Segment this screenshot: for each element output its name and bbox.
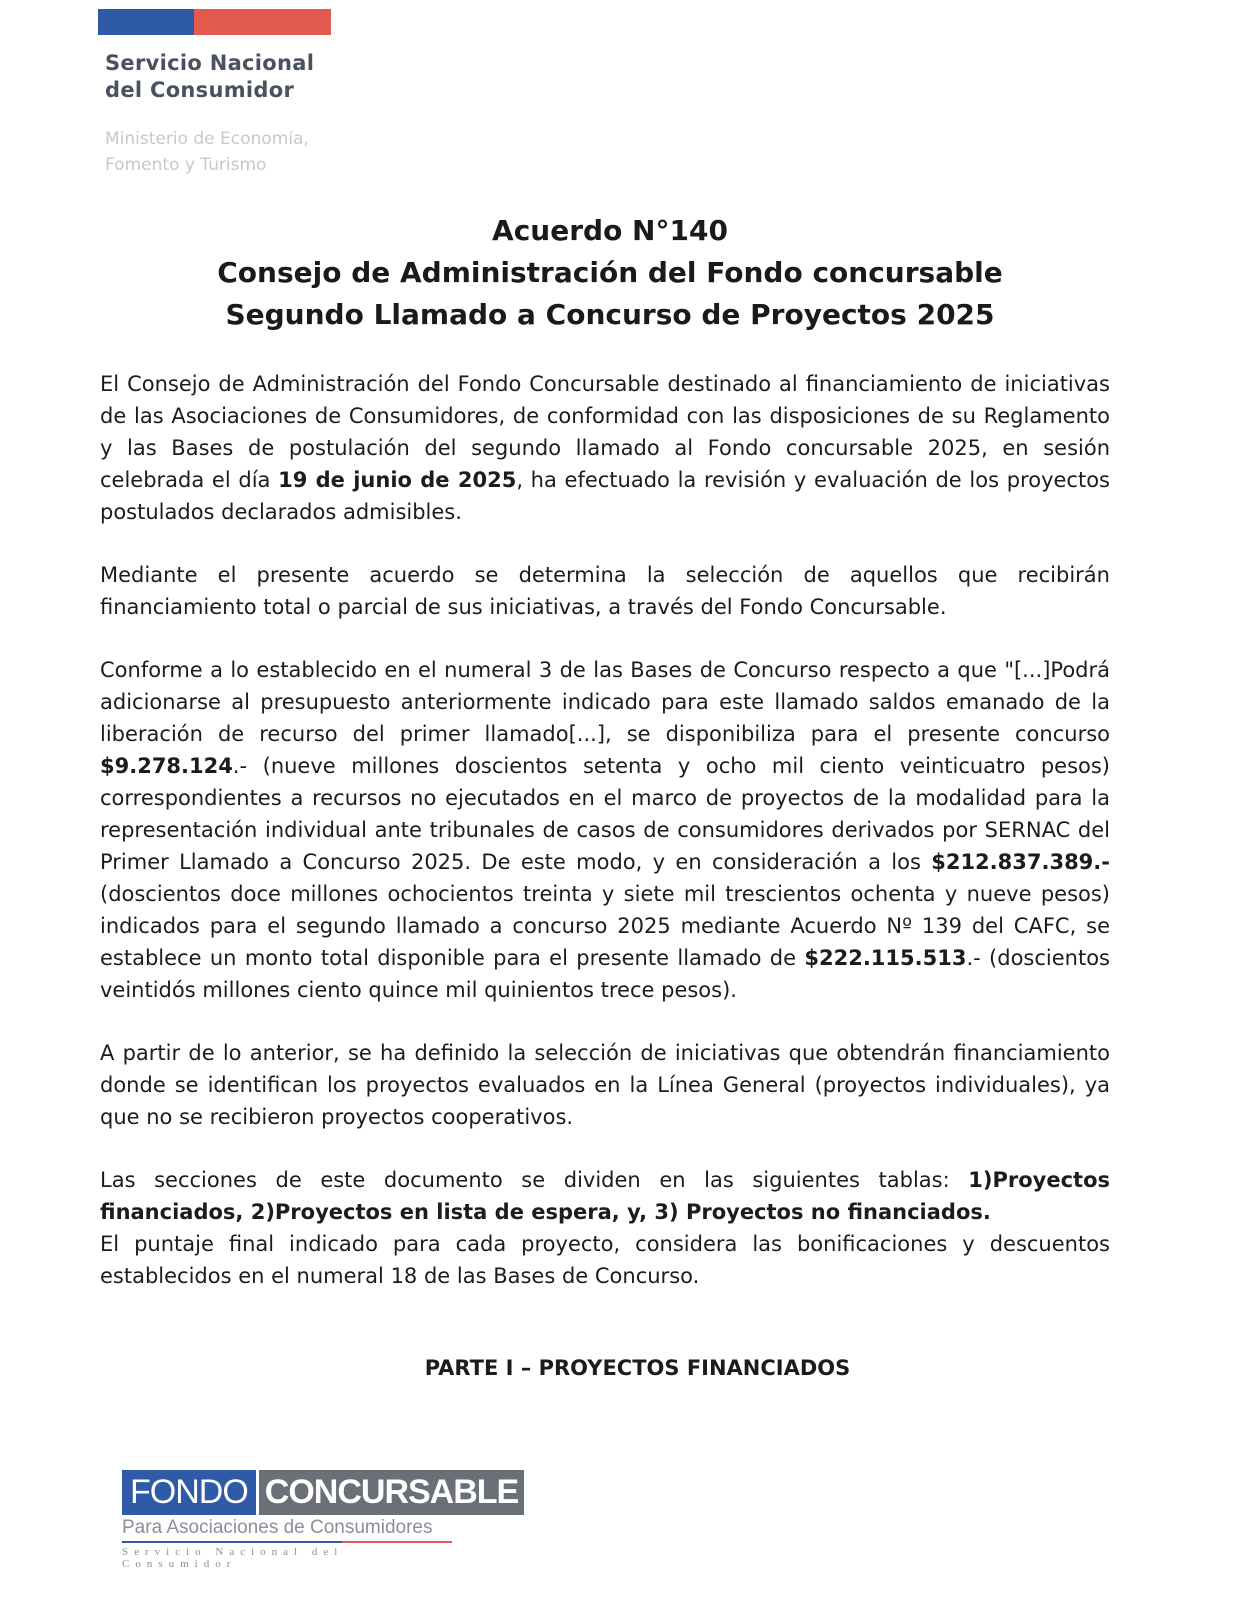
logo-service: Servicio Nacional del Consumidor bbox=[122, 1546, 344, 1570]
ministry-name bbox=[105, 126, 309, 178]
org-name bbox=[105, 50, 314, 104]
paragraph-2: Mediante el presente acuerdo se determina la selección de aquellos que recibirán financiamiento total o parcial de sus iniciativas, a través del Fondo Concursable. bbox=[100, 563, 1110, 619]
p3-amount-1: $9.278.124 bbox=[100, 754, 233, 778]
flag-red-segment bbox=[194, 9, 331, 35]
flag-blue-segment bbox=[98, 9, 194, 35]
document-body bbox=[100, 368, 1110, 1323]
org-line-2: del Consumidor bbox=[105, 78, 295, 102]
paragraph-5 bbox=[100, 1164, 1110, 1228]
title-line-2: Consejo de Administración del Fondo concursable bbox=[217, 256, 1003, 289]
p3-amount-2: $212.837.389.- bbox=[931, 850, 1110, 874]
paragraph-6: El puntaje final indicado para cada proyecto, considera las bonificaciones y descuentos establecidos en el numeral 18 de las Bases de Concurso. bbox=[100, 1232, 1110, 1288]
p3-amount-3: $222.115.513 bbox=[804, 946, 967, 970]
p1-text-a: El Consejo de Administración del Fondo Concursable destinado al financiamiento de iniciativas de las Asociaciones de Consumidores, de conformidad con las disposiciones de su Reglamento y las Bases de postulación del segundo llamado al Fondo concursable 2025, en sesión celebrada el día bbox=[100, 372, 1110, 492]
p3-text-c: (doscientos doce millones ochocientos treinta y siete mil trescientos ochenta y nueve pesos) indicados para el segundo llamado a concurso 2025 mediante Acuerdo Nº 139 del CAFC, se establece un monto total disponible para el presente llamado de bbox=[100, 882, 1110, 970]
p5-sections: 1)Proyectos financiados, 2)Proyectos en lista de espera, y, 3) Proyectos no financiados. bbox=[100, 1168, 1110, 1224]
fondo-logo bbox=[122, 1470, 519, 1570]
paragraph-1 bbox=[100, 368, 1110, 528]
ministry-line-1: Ministerio de Economía, bbox=[105, 129, 309, 149]
flag-bar bbox=[98, 9, 331, 35]
org-line-1: Servicio Nacional bbox=[105, 51, 315, 75]
part-heading: PARTE I – PROYECTOS FINANCIADOS bbox=[424, 1356, 851, 1380]
p5-text-a: Las secciones de este documento se dividen en las siguientes tablas: bbox=[100, 1168, 969, 1192]
p1-session-date: 19 de junio de 2025 bbox=[278, 468, 517, 492]
logo-word-1: FONDO bbox=[122, 1470, 256, 1515]
paragraph-4: A partir de lo anterior, se ha definido la selección de iniciativas que obtendrán financiamiento donde se identifican los proyectos evaluados en la Línea General (proyectos individuales), ya que no se recibieron proyectos cooperativos. bbox=[100, 1041, 1110, 1129]
logo-word-2: CONCURSABLE bbox=[259, 1470, 524, 1515]
logo-tagline: Para Asociaciones de Consumidores bbox=[122, 1517, 452, 1543]
p3-text-d: .- (doscientos veintidós millones ciento quince mil quinientos trece pesos). bbox=[100, 946, 1111, 1002]
document-title bbox=[0, 210, 1220, 336]
p3-text-b: .- (nueve millones doscientos setenta y ocho mil ciento veinticuatro pesos) correspondientes a recursos no ejecutados en el marco de proyectos de la modalidad para la representación individual ante tribunales de casos de consumidores derivados por SERNAC del Primer Llamado a Concurso 2025. De este modo, y en consideración a los bbox=[100, 754, 1110, 874]
ministry-line-2: Fomento y Turismo bbox=[105, 155, 267, 175]
p1-text-b: , ha efectuado la revisión y evaluación de los proyectos postulados declarados admisibles. bbox=[100, 468, 1110, 524]
title-line-3: Segundo Llamado a Concurso de Proyectos 2025 bbox=[225, 298, 995, 331]
p3-text-a: Conforme a lo establecido en el numeral 3 de las Bases de Concurso respecto a que "[...]Podrá adicionarse al presupuesto anteriormente indicado para este llamado saldos emanado de la liberación de recurso del primer llamado[...], se disponibiliza para el presente concurso bbox=[100, 658, 1110, 746]
title-line-1: Acuerdo N°140 bbox=[492, 214, 728, 247]
paragraph-3 bbox=[100, 654, 1110, 1006]
